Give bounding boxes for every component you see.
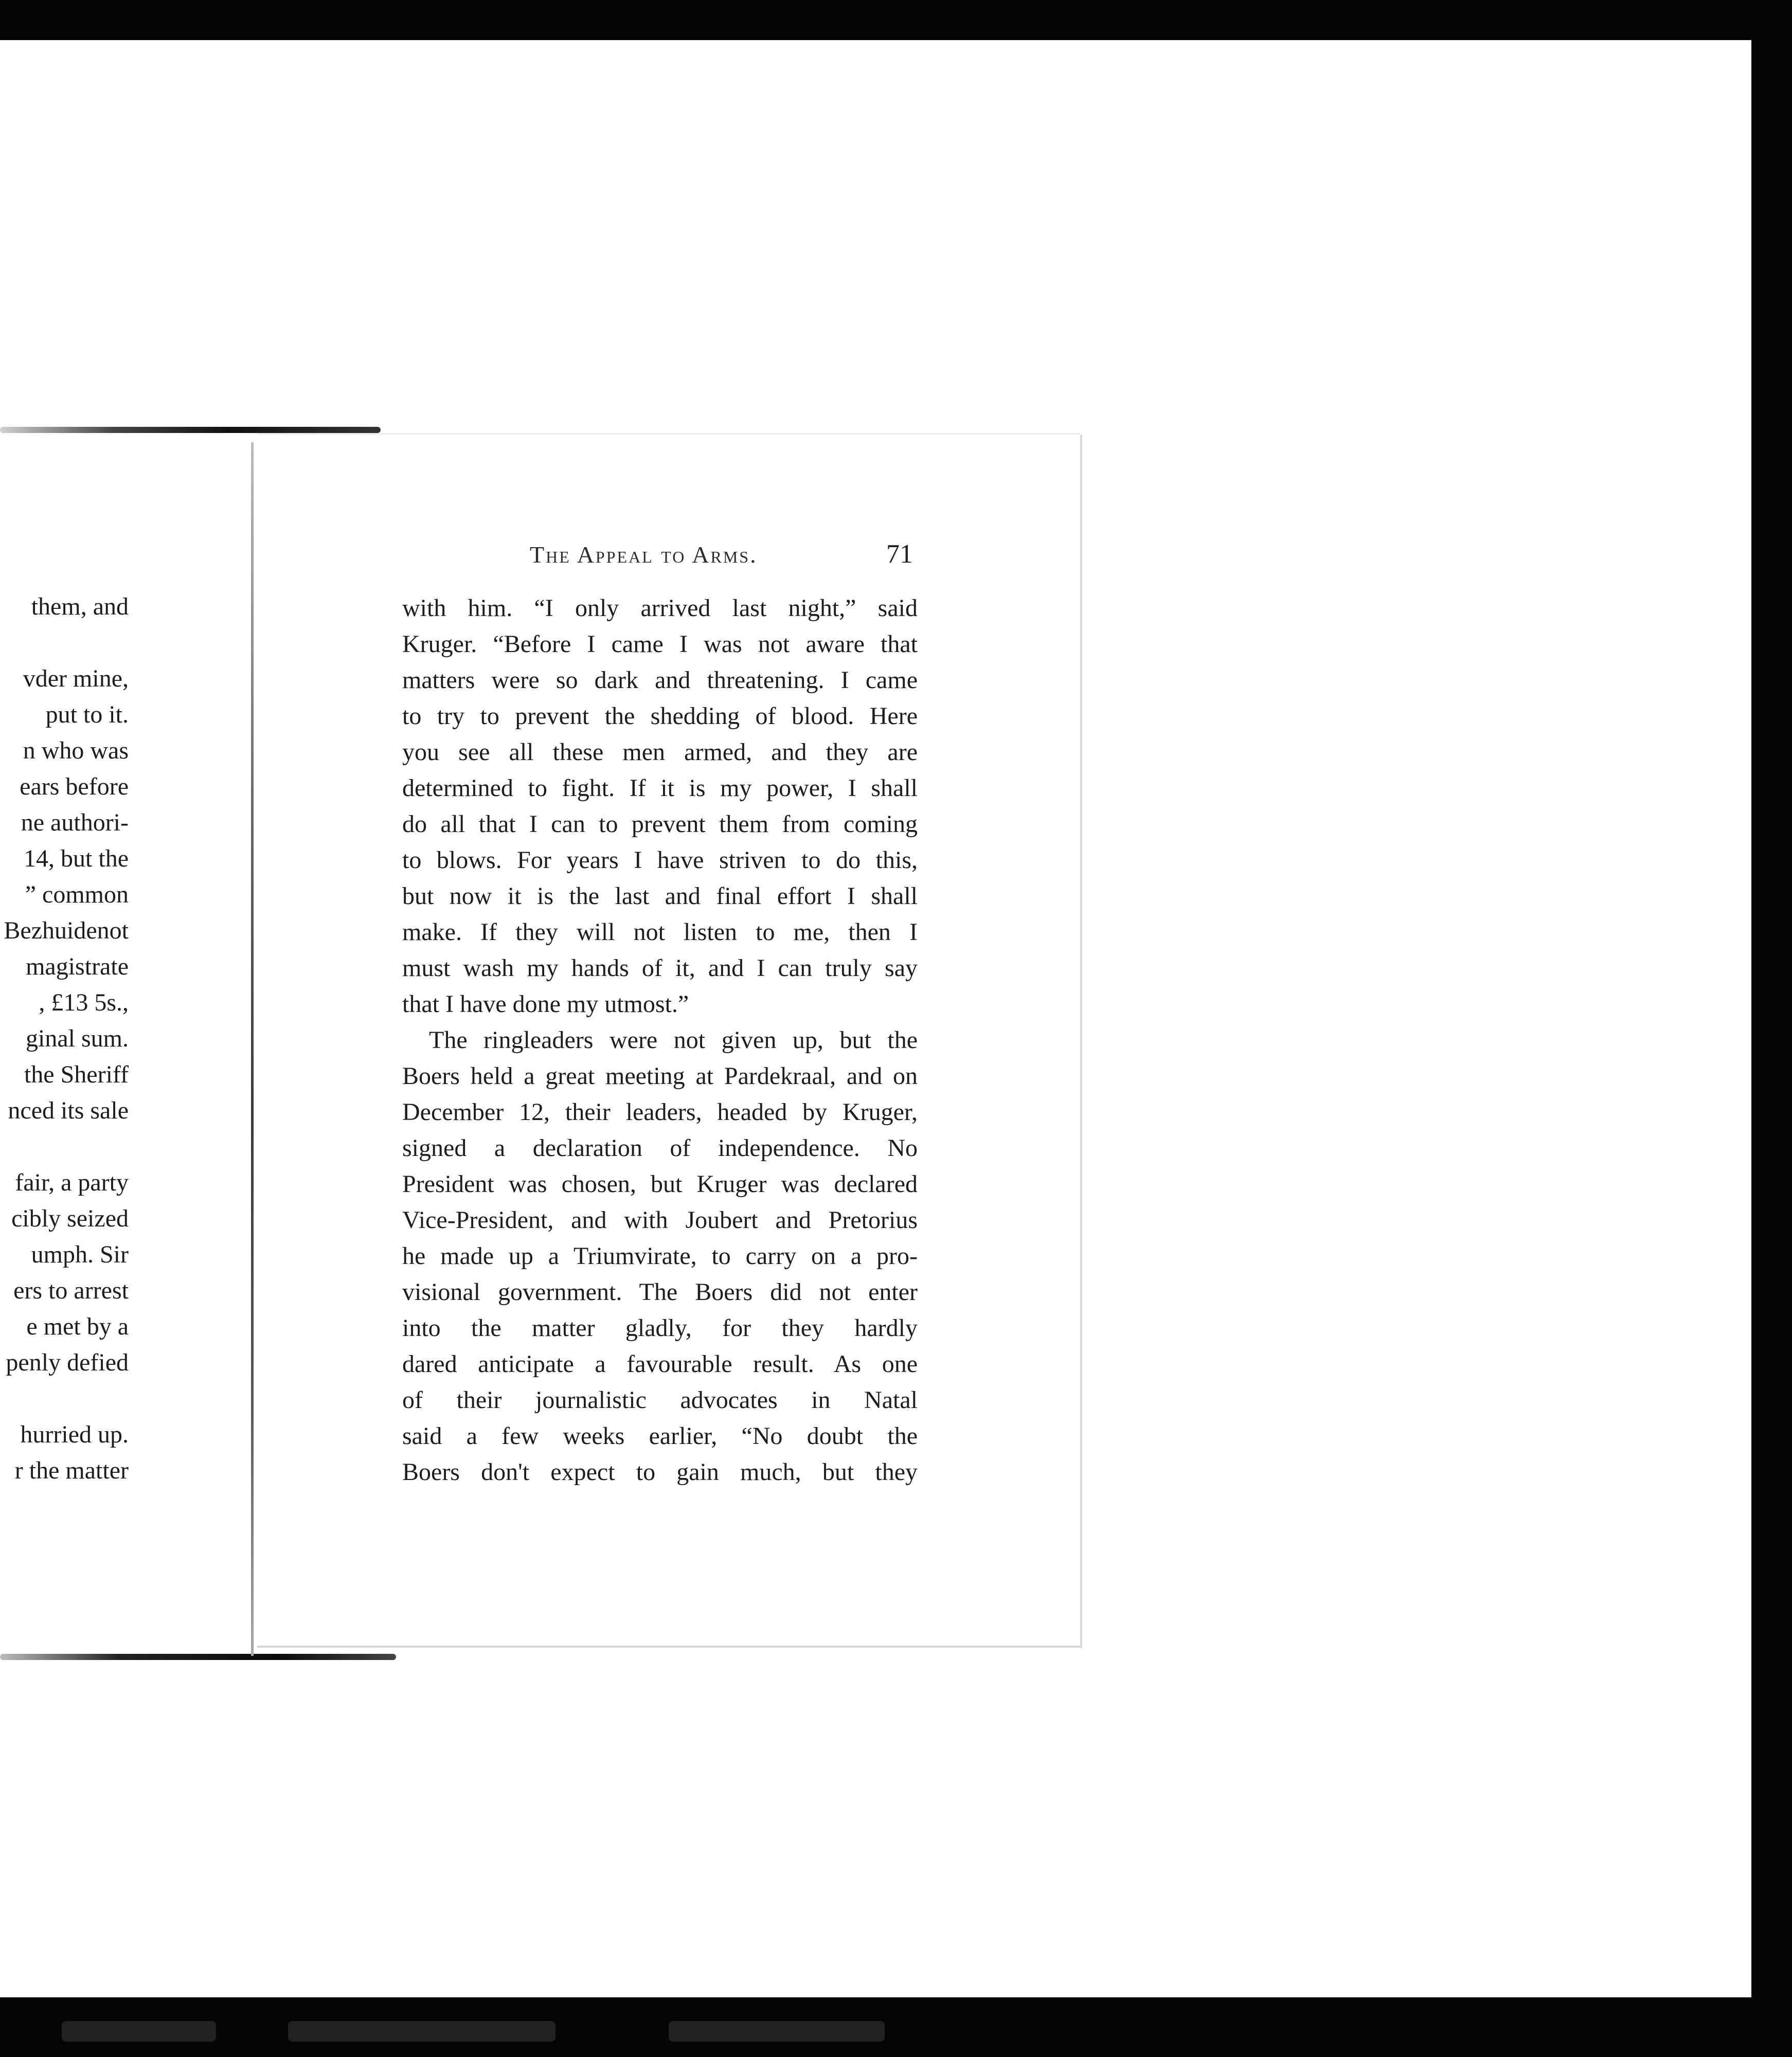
text-line: that I have done my utmost.” — [402, 990, 689, 1018]
left-line: put to it. — [45, 701, 129, 728]
page-bottom-edge — [257, 1646, 1080, 1648]
text-line: Vice-President, and with Joubert and Pretorius — [402, 1206, 918, 1234]
left-line: r the matter — [14, 1457, 129, 1484]
scan-noise — [669, 2021, 885, 2042]
text-line: but now it is the last and final effort I shall — [402, 882, 918, 910]
left-line: fair, a party — [15, 1169, 129, 1196]
text-line: make. If they will not listen to me, then I — [402, 918, 918, 946]
running-header — [530, 541, 913, 572]
book-bottom-edge — [0, 1654, 396, 1660]
left-line: 14, but the — [24, 845, 129, 872]
text-line: The ringleaders were not given up, but the — [429, 1026, 918, 1054]
text-line: into the matter gladly, for they hardly — [402, 1314, 918, 1342]
scan-noise — [288, 2021, 555, 2042]
left-line: the Sheriff — [24, 1061, 129, 1088]
text-line: to try to prevent the shedding of blood. Here — [402, 702, 918, 730]
left-line: magistrate — [26, 953, 129, 980]
text-line: he made up a Triumvirate, to carry on a pro- — [402, 1242, 918, 1270]
left-line: cibly seized — [11, 1205, 129, 1232]
text-line: to blows. For years I have striven to do this, — [402, 846, 918, 874]
left-line: vder mine, — [23, 665, 129, 692]
text-line: President was chosen, but Kruger was declared — [402, 1170, 918, 1198]
left-line: Bezhuidenot — [4, 917, 129, 944]
left-line: nced its sale — [8, 1097, 129, 1124]
left-line: e met by a — [26, 1313, 129, 1340]
text-line: of their journalistic advocates in Natal — [402, 1386, 918, 1414]
book-top-edge — [0, 427, 381, 433]
scan-frame-right — [1751, 0, 1792, 2057]
left-line: ginal sum. — [26, 1025, 129, 1052]
scan-frame-bottom — [0, 1997, 1792, 2057]
text-line: Boers don't expect to gain much, but they — [402, 1458, 918, 1486]
left-line: ears before — [20, 773, 129, 800]
page-top-edge — [257, 433, 1080, 435]
text-line: said a few weeks earlier, “No doubt the — [402, 1422, 918, 1450]
left-line: ne authori- — [21, 809, 129, 836]
scan-frame-top — [0, 0, 1792, 40]
left-line: n who was — [23, 737, 129, 764]
page-number: 71 — [886, 539, 913, 569]
text-line: visional government. The Boers did not enter — [402, 1278, 918, 1306]
left-line: them, and — [31, 593, 129, 620]
left-line: hurried up. — [20, 1421, 129, 1448]
left-line: ers to arrest — [13, 1277, 129, 1304]
left-line: ” common — [25, 881, 129, 908]
text-line: December 12, their leaders, headed by Kruger, — [402, 1098, 918, 1126]
running-title: The Appeal to Arms. — [530, 542, 758, 568]
text-line: Boers held a great meeting at Pardekraal, and on — [402, 1062, 918, 1090]
scan-noise — [62, 2021, 216, 2042]
text-line: with him. “I only arrived last night,” said — [402, 594, 918, 622]
text-line: must wash my hands of it, and I can truly say — [402, 954, 918, 982]
page-right-edge — [1080, 435, 1082, 1648]
text-line: dared anticipate a favourable result. As one — [402, 1350, 918, 1378]
left-line: umph. Sir — [31, 1241, 129, 1268]
right-page-text — [402, 590, 918, 1490]
book-gutter — [251, 442, 254, 1656]
text-line: determined to fight. If it is my power, I shall — [402, 774, 918, 802]
left-line: penly defied — [6, 1349, 129, 1376]
text-line: signed a declaration of independence. No — [402, 1134, 918, 1162]
text-line: do all that I can to prevent them from coming — [402, 810, 918, 838]
text-line: matters were so dark and threatening. I came — [402, 666, 918, 694]
left-line: , £13 5s., — [39, 989, 129, 1016]
text-line: you see all these men armed, and they are — [402, 738, 918, 766]
text-line: Kruger. “Before I came I was not aware that — [402, 630, 918, 658]
